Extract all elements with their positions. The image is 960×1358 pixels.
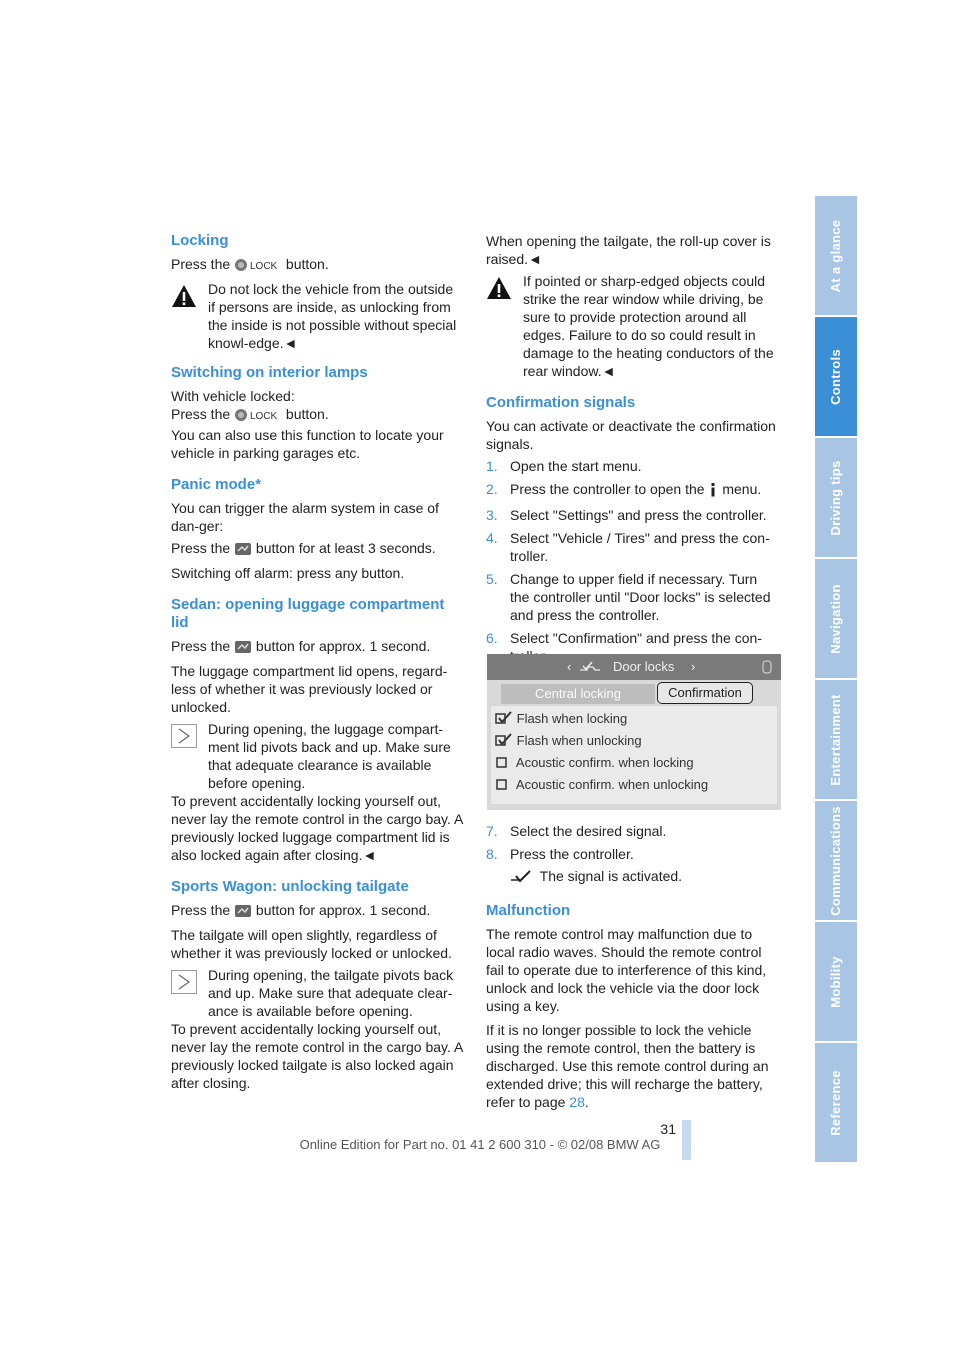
- left-column: Locking Press the LOCK button. Do not lock the vehicle from the outside if persons are inside, as unlocking from the inside is not possible without special knowl-edge.◄ Switching on interior lamps With vehicle locked: Press the LOCK button. You can also use this function to locate your vehicle in parking garages etc. Panic mode* You can trigger the alarm system in case of dan-ger: Press the button for at least 3 seconds. Switching off alarm: press any button. Sedan: opening luggage compartment lid Press the button for approx. 1 second. The luggage compartment lid opens, regard-less of whether it was previously locked or unlocked. During opening, the luggage compart-ment lid pivots back and up. Make sure that adequate clearance is available before opening. To prevent accidentally locking yourself out, never lay the remote control in the cargo bay. A previously locked luggage compartment lid is also locked again after closing.◄ Sports Wagon: unlocking tailgate Press the button for approx. 1 second. The tailgate will open slightly, regardless of whether it was previously locked or unlocked. During opening, the tailgate pivots back and up. Make sure that adequate clear-ance is available before opening. To prevent accidentally locking yourself out, never lay the remote control in the cargo bay. A previously locked tailgate is also locked again after closing.: [171, 232, 463, 1091]
- tab-entertainment[interactable]: Entertainment: [815, 680, 857, 799]
- tab-navigation[interactable]: Navigation: [815, 559, 857, 678]
- info-icon: [708, 483, 718, 501]
- sedan-note: During opening, the luggage compart-ment lid pivots back and up. Make sure that adequate clearance is available before opening.: [171, 720, 463, 792]
- note-arrow-icon: [171, 724, 197, 748]
- lamps-heading: Switching on interior lamps: [171, 364, 368, 381]
- option-flash-locking[interactable]: Flash when locking: [495, 709, 627, 729]
- car-check-icon: [579, 661, 601, 673]
- note-arrow-icon: [171, 970, 197, 994]
- arrow-left-icon: ‹: [567, 659, 572, 674]
- list-item: 5. Change to upper field if necessary. Turn the controller until "Door locks" is selected and press the controller.: [486, 571, 771, 623]
- list-item: 1. Open the start menu.: [486, 458, 642, 474]
- checkbox-checked-icon: [495, 711, 513, 725]
- screen-header: ‹ Door locks ›: [487, 654, 781, 680]
- checkbox-unchecked-icon: [495, 755, 513, 769]
- sedan-heading: Sedan: opening luggage compartment lid: [171, 596, 445, 631]
- malfunction-heading: Malfunction: [486, 902, 571, 919]
- check-icon: [510, 870, 536, 888]
- tailgate-warning: If pointed or sharp-edged objects could strike the rear window while driving, be sure to provide protection around all edges. Failure to do so could result in damage to the heating conductors of the rear window.◄: [486, 272, 778, 380]
- wagon-press: Press the button for approx. 1 second.: [171, 901, 463, 922]
- footer-text: Online Edition for Part no. 01 41 2 600 310 - © 02/08 BMW AG: [299, 1137, 661, 1152]
- option-acoustic-locking[interactable]: Acoustic confirm. when locking: [495, 753, 694, 773]
- list-item: 6. Select "Confirmation" and press the con-: [486, 630, 762, 646]
- tab-mobility[interactable]: Mobility: [815, 922, 857, 1041]
- checkbox-checked-icon: [495, 733, 513, 747]
- confirmation-heading: Confirmation signals: [486, 394, 636, 411]
- lock-key-icon: [234, 258, 282, 276]
- warning-icon: [171, 284, 197, 308]
- tab-controls[interactable]: Controls: [815, 317, 857, 436]
- locking-heading: Locking: [171, 232, 229, 249]
- tab-confirmation[interactable]: Confirmation: [657, 682, 753, 704]
- warning-icon: [486, 276, 512, 300]
- sedan-press: Press the button for approx. 1 second.: [171, 637, 463, 658]
- list-item: 3. Select "Settings" and press the controller.: [486, 507, 767, 523]
- locking-press: Press the LOCK button.: [171, 255, 463, 276]
- signal-activated: The signal is activated.: [486, 867, 778, 888]
- tab-reference[interactable]: Reference: [815, 1043, 857, 1162]
- option-acoustic-unlocking[interactable]: Acoustic confirm. when unlocking: [495, 775, 708, 795]
- right-column-lower: 7. Select the desired signal. 8. Press the controller. The signal is activated. Malfunction The remote control may malfunction due to local radio waves. Should the remote control fail to operate due to interference of this kind, unlock and lock the vehicle via the door lock using a key. If it is no longer possible to lock the vehicle using the remote control, then the battery is discharged. Use this remote control during an extended drive; this will recharge the battery, refer to page 28.: [486, 822, 778, 1115]
- malfunction-p2: If it is no longer possible to lock the vehicle using the remote control, then the battery is discharged. Use this remote control during an extended drive; this will recharge the battery, refer to page 28.: [486, 1022, 769, 1110]
- locking-warning: Do not lock the vehicle from the outside if persons are inside, as unlocking from the inside is not possible without special knowl-edge.◄: [171, 280, 463, 352]
- lock-key-icon: [234, 408, 282, 426]
- page-number: 31: [660, 1121, 676, 1137]
- wagon-note: During opening, the tailgate pivots back and up. Make sure that adequate clear-ance is available before opening.: [171, 966, 463, 1020]
- tab-communications[interactable]: Communications: [815, 801, 857, 920]
- right-column: When opening the tailgate, the roll-up cover is raised.◄ If pointed or sharp-edged objects could strike the rear window while driving, be sure to provide protection around all edges. Failure to do so could result in damage to the heating conductors of the rear window.◄ Confirmation signals You can activate or deactivate the confirmation signals. 1. Open the start menu. 2. Press the controller to open the menu. 3. Select "Settings" and press the controller. 4. Select "Vehicle / Tires" and press the con-troller. 5. Change to upper field if necessary. Turn the controller until "Door locks" is selected and press the controller. 6. Select "Confirmation" and press the con-: [486, 232, 778, 670]
- list-item: 8. Press the controller.: [486, 846, 634, 862]
- trunk-key-icon: [234, 904, 252, 922]
- idrive-screenshot: [487, 654, 781, 810]
- panic-heading: Panic mode*: [171, 476, 262, 493]
- confirmation-steps: [486, 457, 778, 665]
- panic-key-icon: [234, 542, 252, 560]
- tab-at-a-glance[interactable]: At a glance: [815, 196, 857, 315]
- lamps-press: Press the LOCK button.: [171, 405, 463, 426]
- page-link[interactable]: 28: [569, 1094, 585, 1110]
- option-flash-unlocking[interactable]: Flash when unlocking: [495, 731, 642, 751]
- list-item: 2. Press the controller to open the menu.: [486, 480, 778, 501]
- checkbox-unchecked-icon: [495, 777, 513, 791]
- svg-text:LOCK: LOCK: [250, 411, 278, 422]
- tab-central-locking[interactable]: Central locking: [501, 684, 655, 704]
- trunk-key-icon: [234, 640, 252, 658]
- chapter-tabs: [815, 196, 857, 1164]
- svg-text:LOCK: LOCK: [250, 261, 278, 272]
- panic-press: Press the button for at least 3 seconds.: [171, 539, 463, 560]
- scroll-icon: [759, 659, 775, 675]
- list-item: 4. Select "Vehicle / Tires" and press the con-troller.: [486, 530, 770, 564]
- arrow-right-icon: ›: [691, 659, 696, 674]
- list-item: 7. Select the desired signal.: [486, 823, 667, 839]
- wagon-heading: Sports Wagon: unlocking tailgate: [171, 878, 409, 895]
- tab-driving-tips[interactable]: Driving tips: [815, 438, 857, 557]
- confirmation-steps-cont: [486, 822, 778, 863]
